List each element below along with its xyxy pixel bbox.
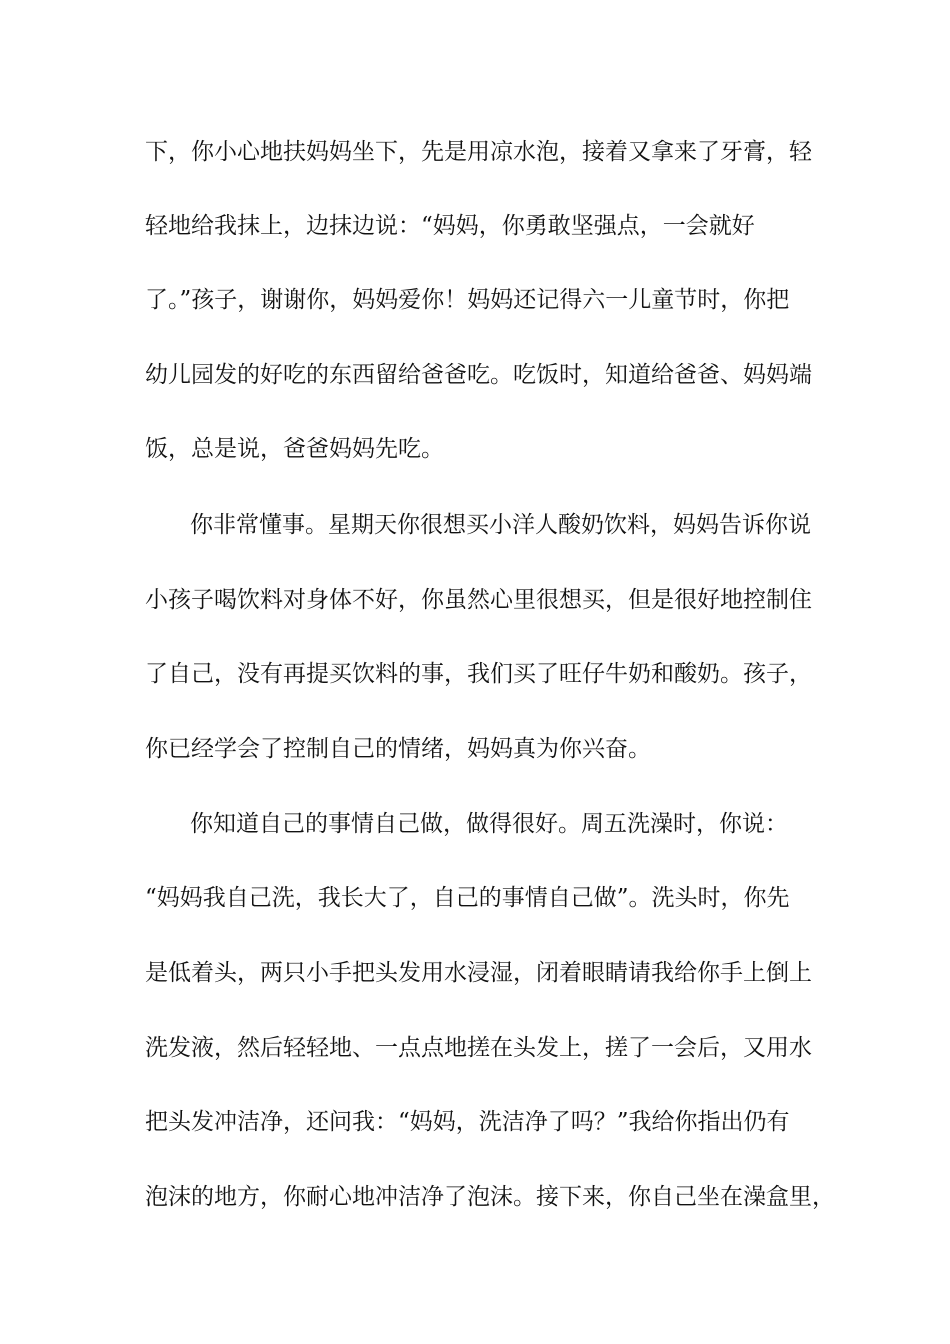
text-line: 了。”孩子，谢谢你，妈妈爱你！妈妈还记得六一儿童节时，你把 [145, 287, 790, 313]
text-line: 小孩子喝饮料对身体不好，你虽然心里很想买，但是很好地控制住 [145, 587, 812, 613]
text-line: 你已经学会了控制自己的情绪，妈妈真为你兴奋。 [145, 736, 651, 762]
text-line: 下，你小心地扶妈妈坐下，先是用凉水泡，接着又拿来了牙膏，轻 [145, 139, 812, 165]
text-line: 泡沫的地方，你耐心地冲洁净了泡沫。接下来，你自己坐在澡盒里， [145, 1184, 835, 1210]
text-line: 洗发液，然后轻轻地、一点点地搓在头发上，搓了一会后，又用水 [145, 1035, 812, 1061]
paragraph-first-line: 你知道自己的事情自己做，做得很好。周五洗澡时，你说： [190, 811, 788, 837]
text-line: 饭，总是说，爸爸妈妈先吃。 [145, 436, 444, 462]
text-line: 是低着头，两只小手把头发用水浸湿，闭着眼睛请我给你手上倒上 [145, 960, 812, 986]
text-line: “妈妈我自己洗，我长大了，自己的事情自己做”。洗头时，你先 [145, 885, 790, 911]
text-line: 幼儿园发的好吃的东西留给爸爸吃。吃饭时，知道给爸爸、妈妈端 [145, 362, 812, 388]
paragraph-first-line: 你非常懂事。星期天你很想买小洋人酸奶饮料，妈妈告诉你说 [190, 512, 811, 538]
text-line: 把头发冲洁净，还问我：“妈妈，洗洁净了吗？”我给你指出仍有 [145, 1109, 790, 1135]
text-line: 了自己，没有再提买饮料的事，我们买了旺仔牛奶和酸奶。孩子， [145, 661, 812, 687]
text-line: 轻地给我抹上，边抹边说：“妈妈，你勇敢坚强点，一会就好 [145, 213, 755, 239]
